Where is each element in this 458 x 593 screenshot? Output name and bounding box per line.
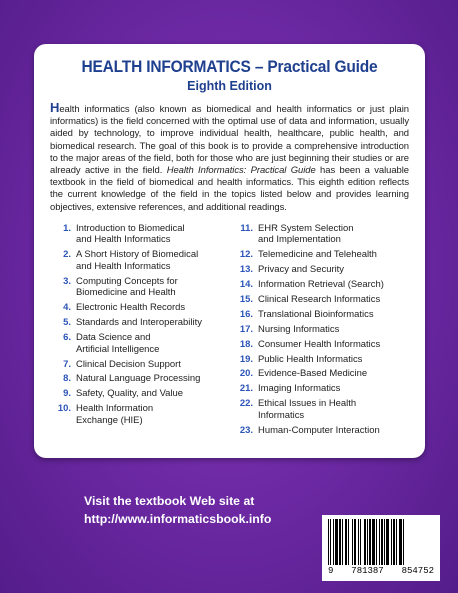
- toc-item-label: Telemedicine and Telehealth: [258, 249, 377, 261]
- toc-item: [235, 324, 409, 336]
- website-note-line1: Visit the textbook Web site at: [84, 494, 255, 508]
- toc-item: [53, 249, 227, 272]
- toc-item-label: A Short History of Biomedical and Health Informatics: [76, 249, 199, 272]
- toc-item-label: Introduction to Biomedical and Health Informatics: [76, 222, 185, 246]
- toc-item-label: EHR System Selection and Implementation: [258, 222, 354, 246]
- toc-item: [235, 339, 409, 351]
- toc-item-number: 10.: [57, 403, 71, 415]
- toc-item-label: Clinical Decision Support: [76, 358, 181, 370]
- toc-item-label: Imaging Informatics: [258, 383, 341, 395]
- toc-item: [235, 223, 409, 246]
- toc-item: [235, 309, 409, 321]
- barcode-bar: [348, 519, 349, 565]
- barcode-digit-prefix: 9: [328, 566, 334, 576]
- toc-item-label: Health Information Exchange (HIE): [76, 403, 154, 426]
- barcode-bar: [379, 519, 380, 565]
- barcode-bar: [339, 519, 341, 565]
- book-edition: Eighth Edition: [187, 79, 272, 93]
- barcode-bar: [399, 519, 402, 565]
- toc-item: [235, 425, 409, 437]
- website-url: http://www.informaticsbook.info: [84, 512, 272, 526]
- toc-item-number: 8.: [63, 373, 71, 385]
- toc-item: [235, 398, 409, 421]
- toc-item: [53, 317, 227, 329]
- toc-item-number: 9.: [63, 388, 71, 400]
- toc-item: [235, 294, 409, 306]
- toc-item-number: 1.: [63, 222, 71, 234]
- toc-item: [53, 373, 227, 385]
- toc-item: [235, 249, 409, 261]
- barcode-bars: [328, 519, 434, 565]
- barcode-bar: [345, 519, 347, 565]
- toc-item-label: Electronic Health Records: [76, 302, 186, 314]
- toc-item: [53, 332, 227, 355]
- barcode-bar: [364, 519, 366, 565]
- toc-item: [235, 279, 409, 291]
- toc-item-number: 2.: [63, 249, 71, 261]
- toc-item-number: 14.: [239, 279, 253, 291]
- toc-item: [53, 403, 227, 426]
- toc-item-number: 6.: [63, 332, 71, 344]
- drop-cap: H: [50, 100, 60, 115]
- isbn-barcode: [322, 515, 440, 581]
- intro-book-title: Health Informatics: Practical Guide: [166, 165, 316, 177]
- toc-item-number: 20.: [239, 368, 253, 380]
- barcode-bar: [354, 519, 356, 565]
- toc-item-label: Safety, Quality, and Value: [76, 388, 184, 400]
- toc-item-label: Ethical Issues in Health Informatics: [258, 398, 357, 421]
- toc-right-column: [227, 223, 409, 440]
- toc-item-label: Human-Computer Interaction: [258, 424, 380, 436]
- barcode-bar: [396, 519, 397, 565]
- toc-item: [53, 276, 227, 299]
- toc-item-number: 4.: [63, 302, 71, 314]
- toc-item: [53, 359, 227, 371]
- barcode-digit-group1: 781387: [351, 566, 384, 576]
- barcode-bar: [381, 519, 383, 565]
- toc-item: [53, 302, 227, 314]
- table-of-contents: [50, 223, 409, 440]
- barcode-bar: [352, 519, 353, 565]
- barcode-digits: [328, 566, 434, 576]
- toc-item-number: 16.: [239, 308, 253, 320]
- toc-item-label: Data Science and Artificial Intelligence: [76, 332, 160, 355]
- toc-item-label: Computing Concepts for Biomedicine and Health: [76, 275, 178, 299]
- toc-item: [53, 223, 227, 246]
- barcode-bar: [384, 519, 385, 565]
- toc-item-number: 17.: [239, 323, 253, 335]
- barcode-bar: [360, 519, 361, 565]
- toc-item-number: 5.: [63, 317, 71, 329]
- barcode-bar: [358, 519, 359, 565]
- toc-item-label: Evidence-Based Medicine: [258, 368, 368, 380]
- toc-item: [53, 388, 227, 400]
- barcode-bar: [391, 519, 392, 565]
- toc-item-number: 15.: [239, 293, 253, 305]
- toc-item: [235, 264, 409, 276]
- toc-item-number: 7.: [63, 358, 71, 370]
- toc-item-label: Public Health Informatics: [258, 353, 363, 365]
- toc-item-label: Privacy and Security: [258, 264, 345, 276]
- toc-item: [235, 368, 409, 380]
- toc-item: [235, 383, 409, 395]
- barcode-bar: [369, 519, 371, 565]
- toc-item-number: 3.: [63, 275, 71, 287]
- book-title: HEALTH INFORMATICS – Practical Guide: [81, 58, 378, 76]
- back-cover-panel: [34, 44, 425, 458]
- toc-item-number: 21.: [239, 383, 253, 395]
- website-note: [84, 492, 271, 528]
- toc-item-number: 22.: [239, 398, 253, 410]
- barcode-bar: [367, 519, 368, 565]
- toc-item-label: Information Retrieval (Search): [258, 279, 384, 291]
- barcode-bar: [333, 519, 334, 565]
- toc-item-number: 12.: [239, 249, 253, 261]
- toc-item-label: Standards and Interoperability: [76, 317, 202, 329]
- toc-item-number: 23.: [239, 424, 253, 436]
- toc-item-number: 13.: [239, 264, 253, 276]
- intro-paragraph: [50, 102, 409, 214]
- barcode-bar: [372, 519, 375, 565]
- barcode-digit-group2: 854752: [401, 566, 434, 576]
- intro-text-2: has been a valuable textbook in the field of biomedical and health informatics. This eighth edition reflects the current knowledge of the field in the topics listed below and provides learning objectives, extensive references, and additional readings.: [50, 165, 409, 213]
- toc-item-number: 18.: [239, 338, 253, 350]
- toc-left-column: [50, 223, 227, 440]
- toc-item-label: Clinical Research Informatics: [258, 293, 381, 305]
- toc-item-number: 19.: [239, 353, 253, 365]
- toc-item-label: Nursing Informatics: [258, 323, 340, 335]
- barcode-bar: [330, 519, 331, 565]
- barcode-bar: [342, 519, 343, 565]
- toc-item-label: Consumer Health Informatics: [258, 338, 381, 350]
- intro-text-1: ealth informatics (also known as biomedical and health informatics or just plain informatics) is the field concerned with the optimal use of data and information, usually aided by technology, to improve individual health, healthcare, public health, and biomedical research. The goal of this book is to provide a comprehensive introduction to the major areas of the field, both for those who are just beginning their studies or are already active in the field.: [50, 104, 409, 177]
- toc-item-label: Translational Bioinformatics: [258, 308, 374, 320]
- barcode-bar: [403, 519, 404, 565]
- toc-item-label: Natural Language Processing: [76, 373, 201, 385]
- toc-item-number: 11.: [240, 222, 253, 234]
- barcode-bar: [386, 519, 389, 565]
- barcode-bar: [335, 519, 338, 565]
- barcode-bar: [328, 519, 329, 565]
- barcode-bar: [393, 519, 395, 565]
- barcode-bar: [376, 519, 377, 565]
- toc-item: [235, 354, 409, 366]
